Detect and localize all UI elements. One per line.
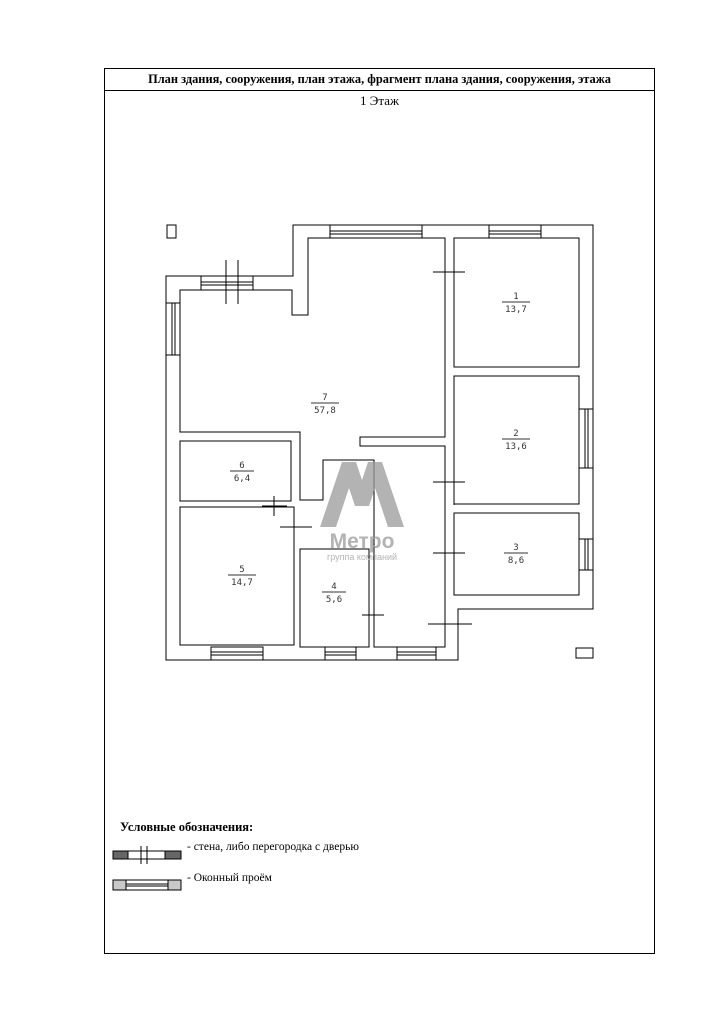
svg-text:6: 6 (239, 461, 245, 471)
room-7-outline (180, 238, 445, 647)
room-5-outline (180, 507, 294, 645)
column-marker (167, 225, 176, 238)
window-bottom-room-5 (211, 647, 263, 660)
legend-item-window: - Оконный проём (187, 872, 272, 884)
legend-title: Условные обозначения: (120, 820, 254, 834)
window-bottom-room-4 (325, 647, 356, 660)
window-top-center (330, 225, 422, 238)
window-top-left (201, 276, 253, 290)
svg-text:5,6: 5,6 (325, 595, 343, 605)
svg-text:13,6: 13,6 (505, 442, 527, 452)
watermark-logo-icon (320, 462, 404, 527)
legend-window-symbol (113, 880, 181, 890)
legend-item-wall-door: - стена, либо перегородка с дверью (187, 841, 359, 853)
room-7-label (311, 393, 339, 416)
outdoor-unit-marker (576, 648, 593, 658)
watermark-brand: Метро (329, 530, 395, 553)
svg-text:6,4: 6,4 (233, 474, 251, 484)
svg-text:7: 7 (322, 393, 328, 403)
svg-text:13,7: 13,7 (505, 305, 527, 315)
svg-text:4: 4 (331, 582, 337, 592)
window-right-room-2 (579, 409, 593, 468)
window-top-room-1 (489, 225, 541, 238)
room-3-outline (454, 513, 579, 595)
svg-text:8,6: 8,6 (507, 556, 525, 566)
room-2-outline (454, 376, 579, 504)
window-right-room-3 (579, 539, 593, 570)
doors (226, 260, 472, 640)
watermark-tagline: группа компаний (326, 552, 398, 562)
svg-text:5: 5 (239, 565, 245, 575)
watermark (320, 462, 404, 562)
legend-wall-door-symbol (113, 846, 181, 864)
svg-text:2: 2 (513, 429, 519, 439)
svg-text:1: 1 (513, 292, 519, 302)
room-4-label (322, 582, 346, 605)
plan-header: План здания, сооружения, план этажа, фрагмент плана здания, сооружения, этажа (105, 69, 654, 91)
svg-text:57,8: 57,8 (314, 406, 336, 416)
svg-text:14,7: 14,7 (231, 578, 253, 588)
room-5-label (228, 565, 256, 588)
room-6-label (230, 461, 254, 484)
window-bottom-hall (397, 647, 436, 660)
svg-text:3: 3 (513, 543, 519, 553)
window-left (166, 303, 180, 355)
room-1-label (502, 292, 530, 315)
room-2-label (502, 429, 530, 452)
floor-label: 1 Этаж (360, 93, 399, 108)
room-3-label (504, 543, 528, 566)
